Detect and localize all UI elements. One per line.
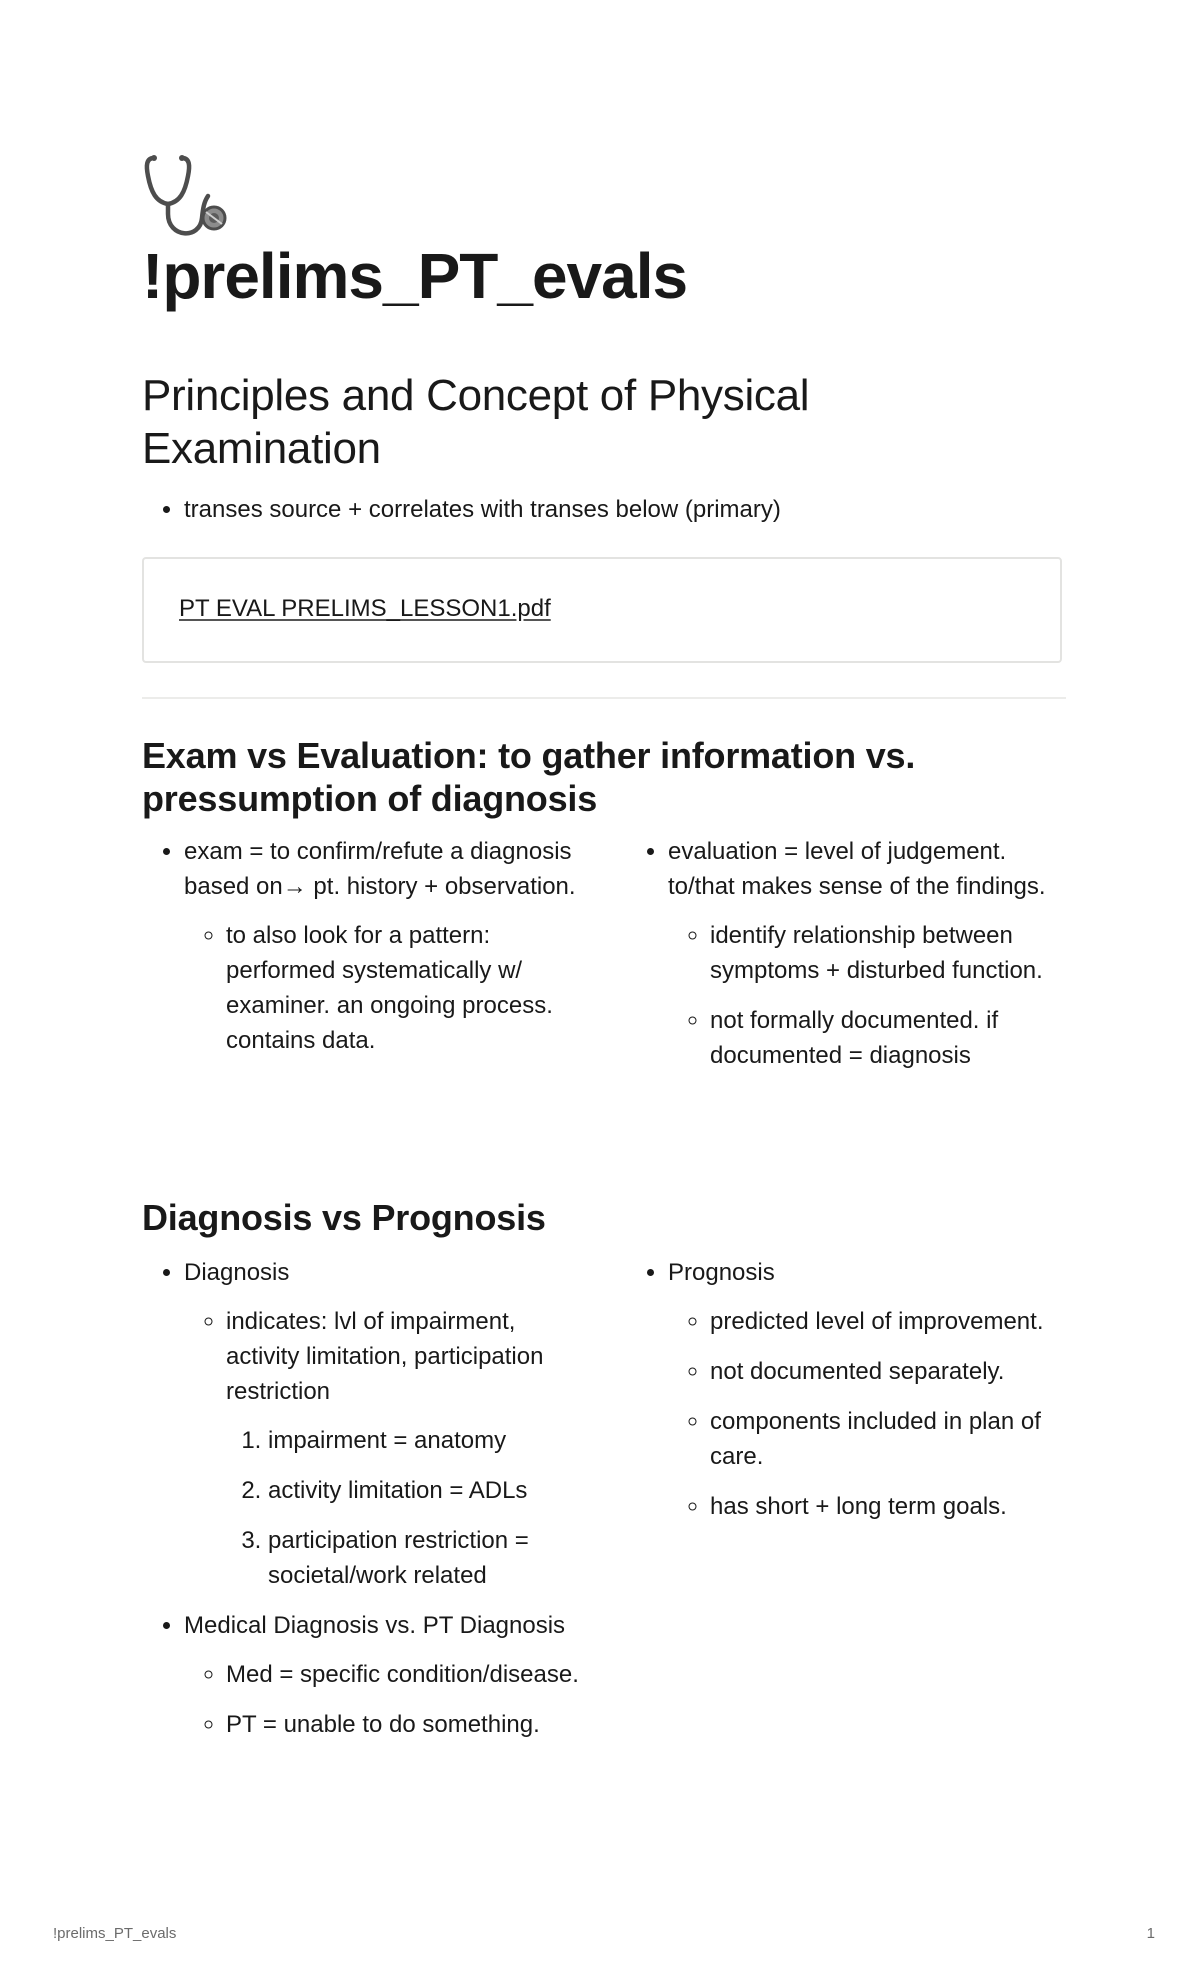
list-item: ◦ identify relationship between symptoms + disturbed function. bbox=[710, 918, 1066, 988]
exam-definition: exam = to confirm/refute a diagnosis based on→ pt. history + observation. bbox=[184, 838, 576, 900]
section-heading-diagnosis-vs-prognosis: Diagnosis vs Prognosis bbox=[142, 1197, 546, 1238]
list-item: ◦ Med = specific condition/disease. bbox=[226, 1657, 584, 1692]
diagnosis-label: Diagnosis bbox=[184, 1259, 290, 1286]
prognosis-label: Prognosis bbox=[668, 1259, 775, 1286]
section-heading-principles: Principles and Concept of Physical Examination bbox=[142, 371, 810, 473]
list-item bbox=[668, 1255, 1066, 1524]
footer-doc-name: !prelims_PT_evals bbox=[53, 1925, 177, 1942]
page-title: !prelims_PT_evals bbox=[142, 240, 688, 312]
section-heading-exam-vs-evaluation: Exam vs Evaluation: to gather information vs. pressumption of diagnosis bbox=[142, 735, 916, 820]
list-item: ◦ indicates: lvl of impairment, activity limitation, participation restriction 1. impairment = anatomy 2. activity limitation = ADLs 3. participation restriction = societal/work related bbox=[226, 1304, 584, 1593]
prognosis-column bbox=[626, 1255, 1066, 1539]
list-item bbox=[184, 1608, 584, 1742]
list-item: ◦ predicted level of improvement. bbox=[710, 1304, 1066, 1339]
list-item: ◦ components included in plan of care. bbox=[710, 1404, 1066, 1474]
list-item bbox=[184, 834, 584, 1058]
list-item: • transes source + correlates with transes below (primary) bbox=[184, 492, 1042, 527]
principles-list bbox=[142, 492, 1042, 542]
list-item: 3. participation restriction = societal/work related bbox=[268, 1523, 584, 1593]
divider bbox=[142, 697, 1066, 699]
list-item: 1. impairment = anatomy bbox=[268, 1423, 584, 1458]
list-item: ◦ not documented separately. bbox=[710, 1354, 1066, 1389]
list-item bbox=[184, 1255, 584, 1593]
evaluation-definition: evaluation = level of judgement. to/that makes sense of the findings. bbox=[668, 838, 1046, 900]
list-item: ◦ has short + long term goals. bbox=[710, 1489, 1066, 1524]
footer-page-number: 1 bbox=[1146, 1925, 1155, 1942]
diagnosis-column bbox=[142, 1255, 584, 1757]
file-link[interactable]: PT EVAL PRELIMS_LESSON1.pdf bbox=[179, 595, 551, 622]
list-item bbox=[668, 834, 1066, 1073]
evaluation-column bbox=[626, 834, 1066, 1088]
list-item: ◦ PT = unable to do something. bbox=[226, 1707, 584, 1742]
exam-column bbox=[142, 834, 584, 1073]
list-item: 2. activity limitation = ADLs bbox=[268, 1473, 584, 1508]
file-attachment[interactable] bbox=[142, 557, 1062, 663]
list-item: ◦ not formally documented. if documented = diagnosis bbox=[710, 1003, 1066, 1073]
med-vs-pt-label: Medical Diagnosis vs. PT Diagnosis bbox=[184, 1612, 566, 1639]
list-item: ◦ to also look for a pattern: performed systematically w/ examiner. an ongoing process. contains data. bbox=[226, 918, 584, 1058]
stethoscope-icon bbox=[142, 152, 232, 242]
